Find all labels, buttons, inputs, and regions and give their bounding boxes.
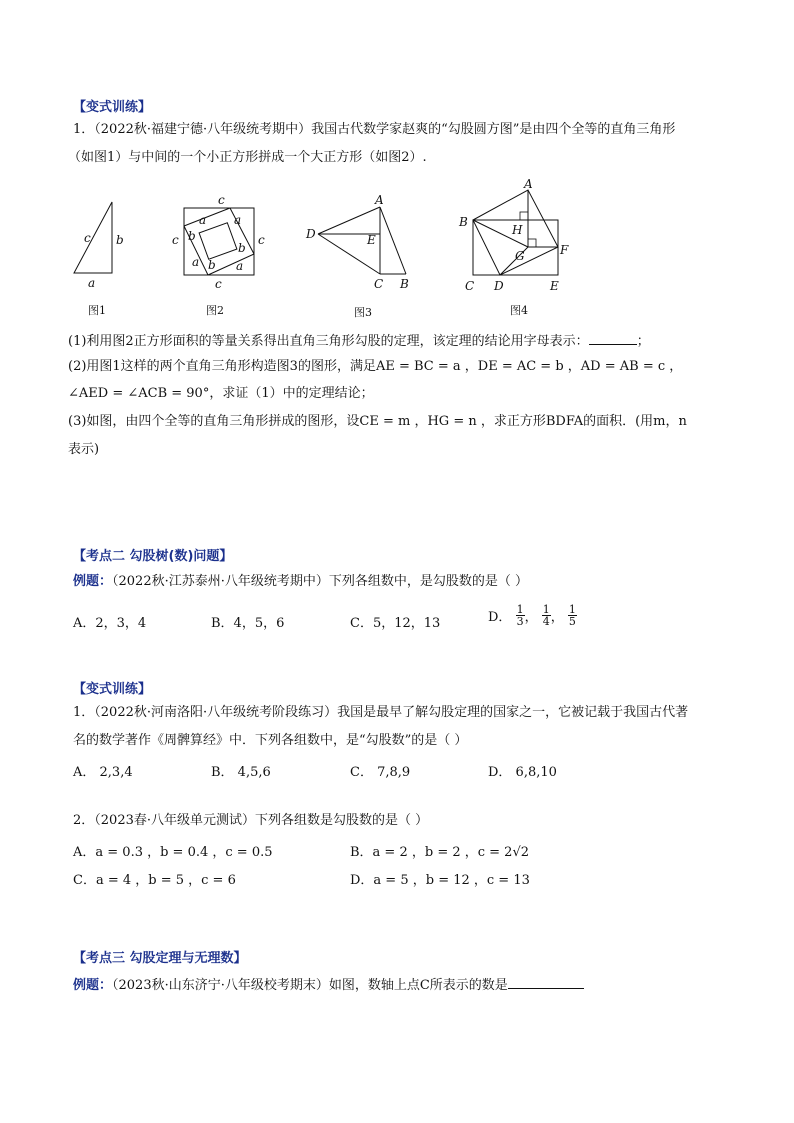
svg-text:E: E (367, 233, 376, 247)
svg-text:c: c (218, 193, 225, 207)
option-d[interactable]: D． $\frac{1}{3}$ ， $\frac{1}{4}$ ， $\frac{1}{5}$ (488, 603, 576, 628)
question-1-line-2: （如图1）与中间的一个小正方形拼成一个大正方形（如图2）. (68, 150, 427, 165)
svg-text:C: C (374, 277, 384, 291)
figure-4-caption: 图4 (510, 304, 528, 317)
section-header-irrational-numbers: 【考点三 勾股定理与无理数】 (73, 951, 247, 966)
sub-question-2-line-1: (2)用图1这样的两个直角三角形构造图3的图形，满足AE = BC = a ，DE = AC = b ，AD = AB = c ， (68, 359, 683, 374)
answer-blank[interactable] (589, 332, 637, 345)
figures-row (0, 172, 794, 322)
svg-text:B: B (459, 215, 468, 229)
svg-text:A: A (375, 193, 384, 207)
example-label: 例题： (73, 574, 113, 589)
svg-text:C: C (465, 279, 475, 293)
option-b[interactable]: B．4，5，6 (211, 616, 285, 631)
q1b-option-d[interactable]: D． 6,8,10 (488, 765, 557, 780)
fraction-1-3: $\frac{1}{3}$ (516, 603, 524, 628)
option-a[interactable]: A．2，3，4 (73, 616, 147, 631)
svg-text:a: a (199, 213, 207, 227)
svg-text:c: c (258, 233, 265, 247)
svg-text:G: G (515, 249, 525, 263)
option-c[interactable]: C．5，12，13 (350, 616, 441, 631)
example-question-2 (73, 976, 584, 994)
svg-text:D: D (306, 227, 316, 241)
figure-3 (305, 193, 409, 291)
option-d-label: D． (488, 610, 512, 625)
svg-text:E: E (550, 279, 559, 293)
example-label-2: 例题： (73, 978, 113, 993)
sub-question-1-end: ； (636, 334, 650, 349)
example-text: （2022秋·江苏泰州·八年级统考期中）下列各组数中，是勾股数的是（ ） (112, 574, 528, 589)
svg-text:b: b (238, 241, 246, 255)
q1b-option-b[interactable]: B． 4,5,6 (211, 765, 271, 780)
svg-text:b: b (188, 229, 196, 243)
q2-option-c[interactable]: C．a = 4 ，b = 5 ，c = 6 (73, 873, 236, 888)
figure-2-square (172, 193, 265, 291)
sub-question-3-line-1: (3)如图，由四个全等的直角三角形拼成的图形，设CE = m ，HG = n ，求正方形BDFA的面积．(用m，n (68, 414, 687, 429)
fig1-label-c: c (84, 231, 91, 245)
fraction-1-4: $\frac{1}{4}$ (542, 603, 550, 628)
figure-3-caption: 图3 (354, 306, 372, 319)
svg-text:D: D (494, 279, 504, 293)
example-question (73, 574, 528, 590)
sub-question-2-line-2: ∠AED = ∠ACB = 90°，求证（1）中的定理结论； (68, 386, 374, 401)
fig1-label-a: a (88, 276, 96, 290)
svg-text:a: a (234, 213, 242, 227)
svg-text:a: a (192, 255, 200, 269)
fig1-label-b: b (116, 233, 124, 247)
section-header-variant-training: 【变式训练】 (73, 100, 152, 115)
q1b-option-c[interactable]: C． 7,8,9 (350, 765, 411, 780)
svg-text:c: c (215, 277, 222, 291)
question-2-line: 2．（2023春·八年级单元测试）下列各组数是勾股数的是（ ） (73, 813, 429, 828)
svg-text:B: B (400, 277, 409, 291)
example-text-2: （2023秋·山东济宁·八年级校考期末）如图，数轴上点C所表示的数是 (112, 978, 508, 993)
figure-4 (458, 177, 569, 293)
section-header-pythagorean-triples: 【考点二 勾股树(数)问题】 (73, 549, 233, 564)
svg-text:F: F (560, 243, 569, 257)
question-1-line-1: 1．（2022秋·福建宁德·八年级统考期中）我国古代数学家赵爽的“勾股圆方图”是由四个全等的直角三角形 (73, 122, 676, 137)
figure-2-caption: 图2 (206, 304, 224, 317)
q2-option-d[interactable]: D．a = 5 ，b = 12 ，c = 13 (350, 873, 530, 888)
svg-text:c: c (172, 233, 179, 247)
q2-option-b[interactable]: B．a = 2 ，b = 2 ，c = 2√2 (350, 845, 530, 860)
q2-option-a[interactable]: A．a = 0.3 ，b = 0.4 ，c = 0.5 (73, 845, 273, 860)
sub-question-1-text: (1)利用图2正方形面积的等量关系得出直角三角形勾股的定理，该定理的结论用字母表示： (68, 334, 589, 349)
q1b-option-a[interactable]: A． 2,3,4 (73, 765, 133, 780)
answer-blank-2[interactable] (508, 976, 584, 989)
section-header-variant-training-2: 【变式训练】 (73, 682, 152, 697)
svg-text:A: A (524, 177, 533, 191)
sub-question-1 (68, 332, 650, 350)
question-1b-line-1: 1．（2022秋·河南洛阳·八年级统考阶段练习）我国是最早了解勾股定理的国家之一，它被记载于我国古代著 (73, 705, 689, 720)
svg-text:H: H (512, 223, 523, 237)
question-1b-line-2: 名的数学著作《周髀算经》中．下列各组数中，是“勾股数”的是（ ） (73, 733, 468, 748)
svg-text:a: a (236, 259, 244, 273)
figure-1-caption: 图1 (88, 304, 106, 317)
sub-question-3-line-2: 表示) (68, 442, 100, 457)
svg-text:b: b (208, 258, 216, 272)
figure-1-triangle (74, 202, 124, 290)
fraction-1-5: $\frac{1}{5}$ (568, 603, 576, 628)
